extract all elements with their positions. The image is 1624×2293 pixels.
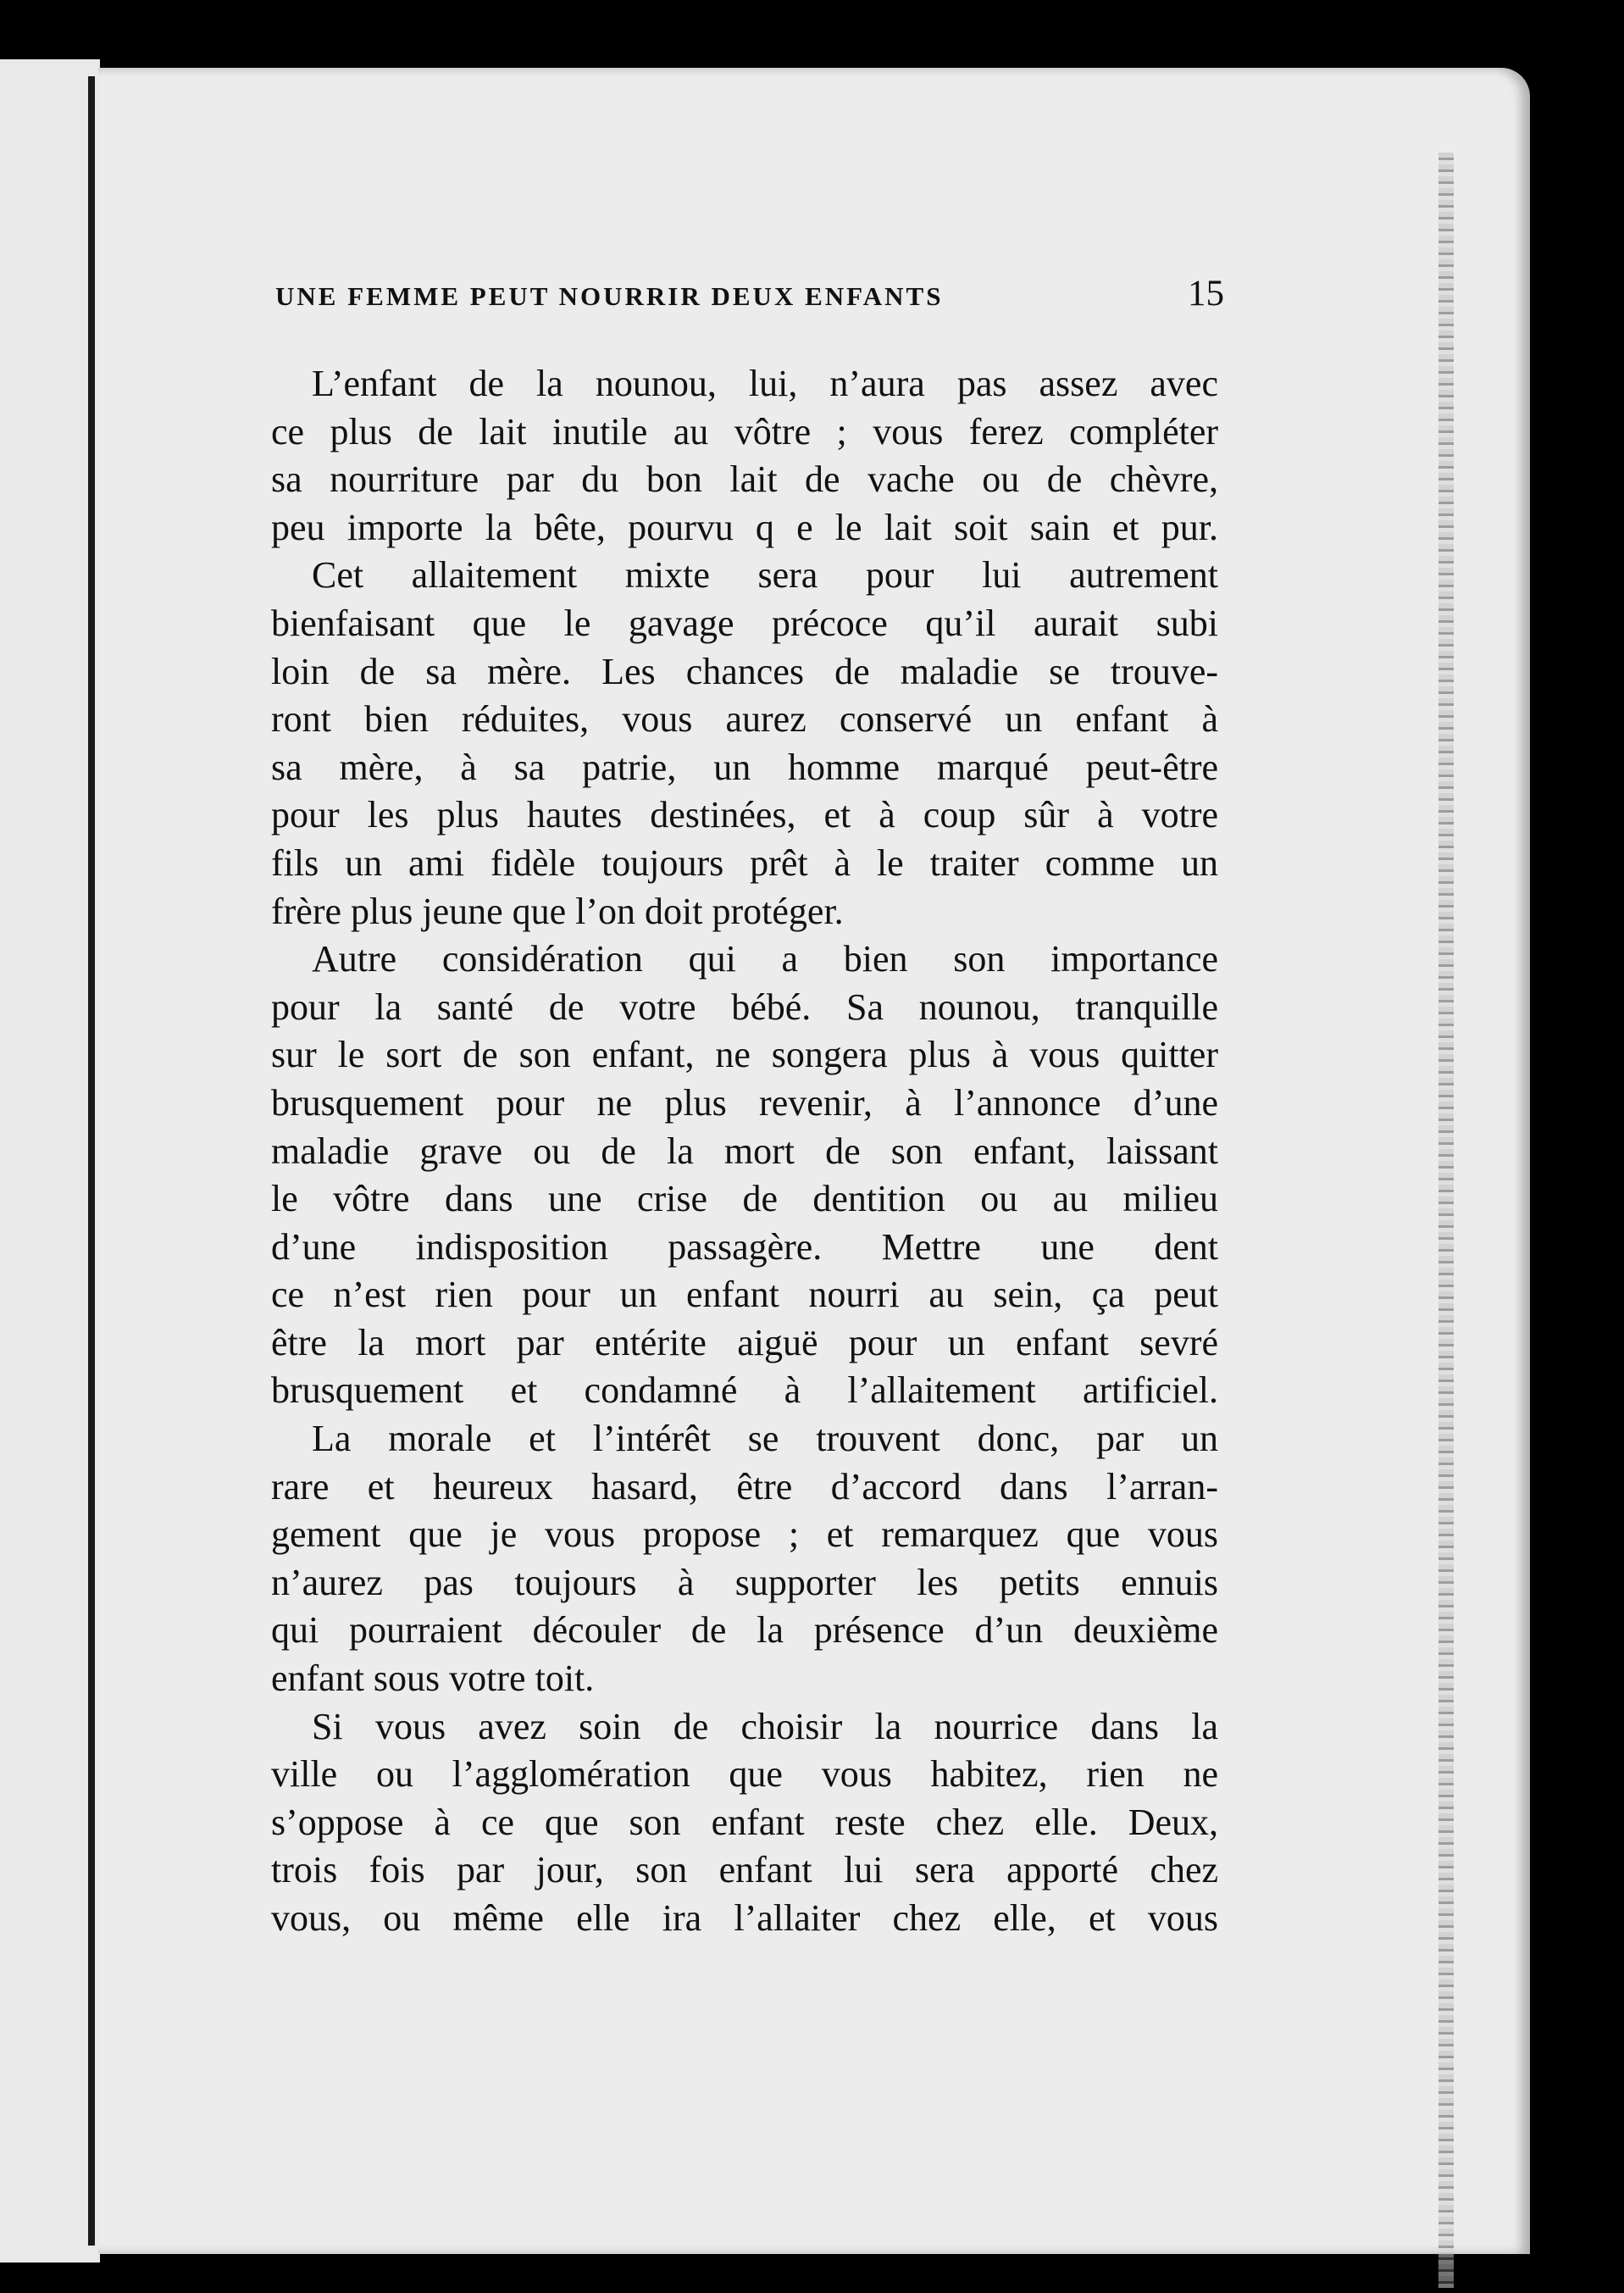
text-line: sur le sort de son enfant, ne songera plus à vous quitter [271,1034,1218,1076]
text-line: le vôtre dans une crise de dentition ou au milieu [271,1178,1218,1220]
text-line: fils un ami fidèle toujours prêt à le traiter comme un [271,841,1218,884]
page-edge-shadow [1438,153,1454,2288]
text-line: Si vous avez soin de choisir la nourrice dans la [312,1705,1218,1747]
page-number: 15 [1188,274,1224,314]
text-line: La morale et l’intérêt se trouvent donc, par un [312,1418,1218,1460]
text-line: s’oppose à ce que son enfant reste chez elle. Deux, [271,1801,1218,1843]
text-line: brusquement pour ne plus revenir, à l’annonce d’une [271,1081,1218,1124]
text-line: ce plus de lait inutile au vôtre ; vous ferez compléter [271,410,1218,452]
text-line: maladie grave ou de la mort de son enfant, laissant [271,1130,1218,1172]
text-line: frère plus jeune que l’on doit protéger. [271,890,844,932]
text-line: loin de sa mère. Les chances de maladie se trouve- [271,650,1218,692]
text-line: ville ou l’agglomération que vous habitez, rien ne [271,1753,1218,1796]
text-line: sa nourriture par du bon lait de vache ou de chèvre, [271,458,1218,501]
text-line: sa mère, à sa patrie, un homme marqué peut-être [271,746,1218,788]
text-line: gement que je vous propose ; et remarquez que vous [271,1513,1218,1556]
text-line: Autre considération qui a bien son importance [312,938,1218,980]
text-line: n’aurez pas toujours à supporter les petits ennuis [271,1561,1218,1603]
text-line: Cet allaitement mixte sera pour lui autrement [312,554,1218,597]
text-line: pour la santé de votre bébé. Sa nounou, tranquille [271,985,1218,1028]
text-line: qui pourraient découler de la présence d’un deuxième [271,1609,1218,1652]
left-page-edge [0,59,100,2262]
text-line: ce n’est rien pour un enfant nourri au sein, ça peut [271,1274,1218,1316]
text-line: trois fois par jour, son enfant lui sera apporté chez [271,1849,1218,1891]
text-line: pour les plus hautes destinées, et à coup sûr à votre [271,794,1218,836]
text-line: être la mort par entérite aiguë pour un enfant sevré [271,1321,1218,1363]
binding-gutter [88,76,95,2246]
text-line: peu importe la bête, pourvu q e le lait soit sain et pur. [271,506,1218,548]
running-title: UNE FEMME PEUT NOURRIR DEUX ENFANTS [275,281,944,311]
text-line: brusquement et condamné à l’allaitement artificiel. [271,1369,1218,1412]
text-line: enfant sous votre toit. [271,1657,595,1700]
text-line: bienfaisant que le gavage précoce qu’il aurait subi [271,602,1218,644]
text-line: L’enfant de la nounou, lui, n’aura pas assez avec [312,363,1218,404]
text-line: d’une indisposition passagère. Mettre une dent [271,1225,1218,1268]
text-line: vous, ou même elle ira l’allaiter chez elle, et vous [271,1897,1218,1939]
body-text [271,360,1218,1943]
running-header [275,273,1224,314]
text-line: ront bien réduites, vous aurez conservé un enfant à [271,698,1218,741]
text-line: rare et heureux hasard, être d’accord dans l’arran- [271,1465,1218,1507]
